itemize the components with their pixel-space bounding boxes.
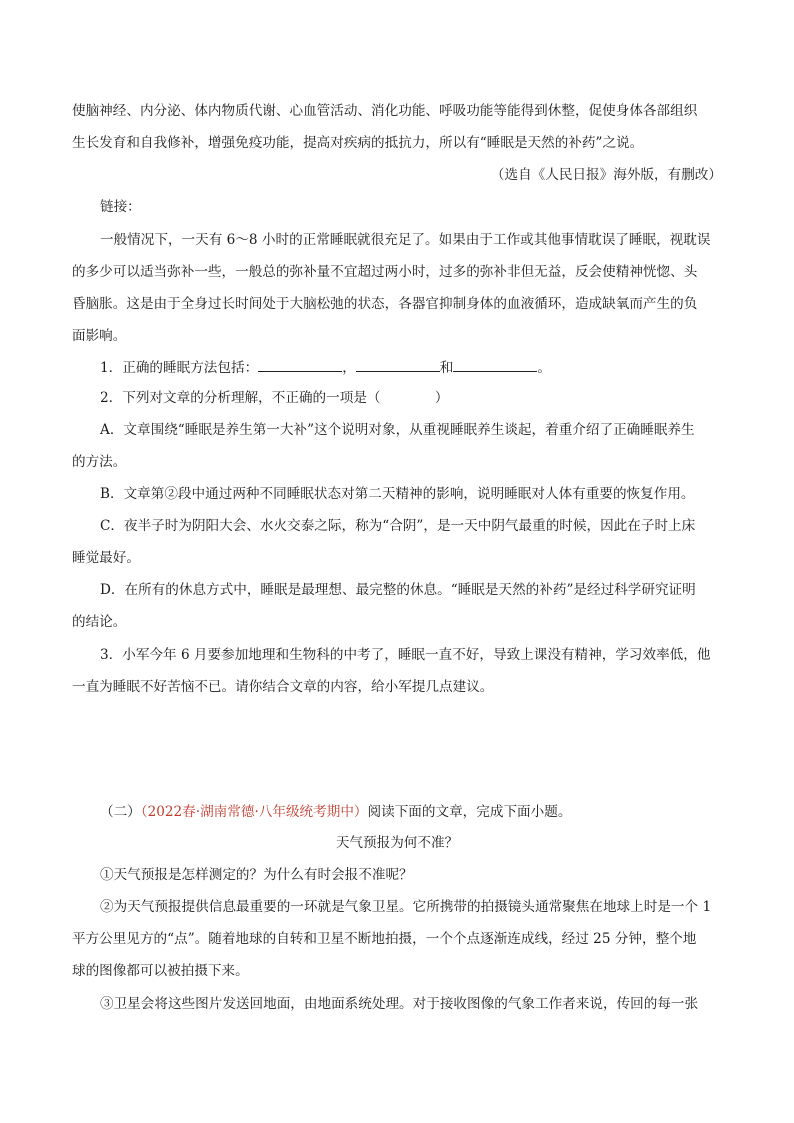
paragraph-line: 生长发育和自我修补，增强免疫功能，提高对疾病的抵抗力，所以有“睡眠是天然的补药”之说。 xyxy=(72,135,644,151)
answer-blank-1[interactable] xyxy=(258,358,342,372)
exam-source: （2022春·湖南常德·八年级统考期中） xyxy=(140,804,368,820)
article-title: 天气预报为何不准？ xyxy=(335,835,459,851)
paragraph-line: 使脑神经、内分泌、体内物质代谢、心血管活动、消化功能、呼吸功能等能得到休整，促使身体各部组织 xyxy=(72,103,698,119)
section-instruction: 阅读下面的文章，完成下面小题。 xyxy=(367,804,572,820)
option-b: B．文章第②段中通过两种不同睡眠状态对第二天精神的影响，说明睡眠对人体有重要的恢复作用。 xyxy=(100,486,695,502)
option-d-cont: 的结论。 xyxy=(72,614,127,630)
separator: ， xyxy=(342,360,356,376)
article-paragraph-2: ②为天气预报提供信息最重要的一环就是气象卫星。它所携带的拍摄镜头通常聚焦在地球上时是一个 1 xyxy=(100,899,712,915)
article-paragraph-2-cont: 球的图像都可以被拍摄下来。 xyxy=(72,963,249,979)
answer-blank-3[interactable] xyxy=(453,358,537,372)
question-2: 2．下列对文章的分析理解，不正确的一项是（ ） xyxy=(100,390,449,406)
link-paragraph-line: 昏脑胀。这是由于全身过长时间处于大脑松弛的状态，各器官抑制身体的血液循环，造成缺氧而产生的负 xyxy=(72,296,698,312)
question-3: 3．小军今年 6 月要参加地理和生物科的中考了，睡眠一直不好，导致上课没有精神，学习效率低，他 xyxy=(100,647,711,663)
article-paragraph-2-cont: 平方公里见方的“点”。随着地球的自转和卫星不断地拍摄，一个个点逐渐连成线，经过 25 分钟，整个地 xyxy=(72,931,697,947)
option-a-cont: 的方法。 xyxy=(72,454,127,470)
option-d: D．在所有的休息方式中，睡眠是最理想、最完整的休息。“睡眠是天然的补药”是经过科学研究证明 xyxy=(100,582,696,598)
link-label: 链接： xyxy=(100,199,141,215)
question-3-cont: 一直为睡眠不好苦恼不已。请你结合文章的内容，给小军提几点建议。 xyxy=(72,679,494,695)
separator: 和 xyxy=(439,360,454,376)
question-1 xyxy=(100,358,722,378)
answer-blank-2[interactable] xyxy=(356,358,440,372)
separator: 。 xyxy=(537,360,551,376)
option-a: A．文章围绕“睡眠是养生第一大补”这个说明对象，从重视睡眠养生谈起，着重介绍了正确睡眠养生 xyxy=(100,422,695,438)
section-label: （二） xyxy=(100,804,141,820)
link-paragraph-line: 面影响。 xyxy=(72,328,127,344)
question-1-text: 1．正确的睡眠方法包括： xyxy=(100,360,259,376)
source-citation: （选自《人民日报》海外版，有删改） xyxy=(490,167,722,183)
section-heading xyxy=(100,802,722,822)
article-paragraph-1: ①天气预报是怎样测定的？为什么有时会报不准呢？ xyxy=(100,867,413,883)
link-paragraph-line: 一般情况下，一天有 6～8 小时的正常睡眠就很充足了。如果由于工作或其他事情耽误了睡眠，视耽误 xyxy=(100,232,711,248)
link-paragraph-line: 的多少可以适当弥补一些，一般总的弥补量不宜超过两小时，过多的弥补非但无益，反会使精神恍惚、头 xyxy=(72,264,698,280)
article-paragraph-3: ③卫星会将这些图片发送回地面，由地面系统处理。对于接收图像的气象工作者来说，传回的每一张 xyxy=(100,996,699,1012)
option-c: C．夜半子时为阴阳大会、水火交泰之际，称为“合阴”，是一天中阴气最重的时候，因此在子时上床 xyxy=(100,518,696,534)
option-c-cont: 睡觉最好。 xyxy=(72,550,140,566)
